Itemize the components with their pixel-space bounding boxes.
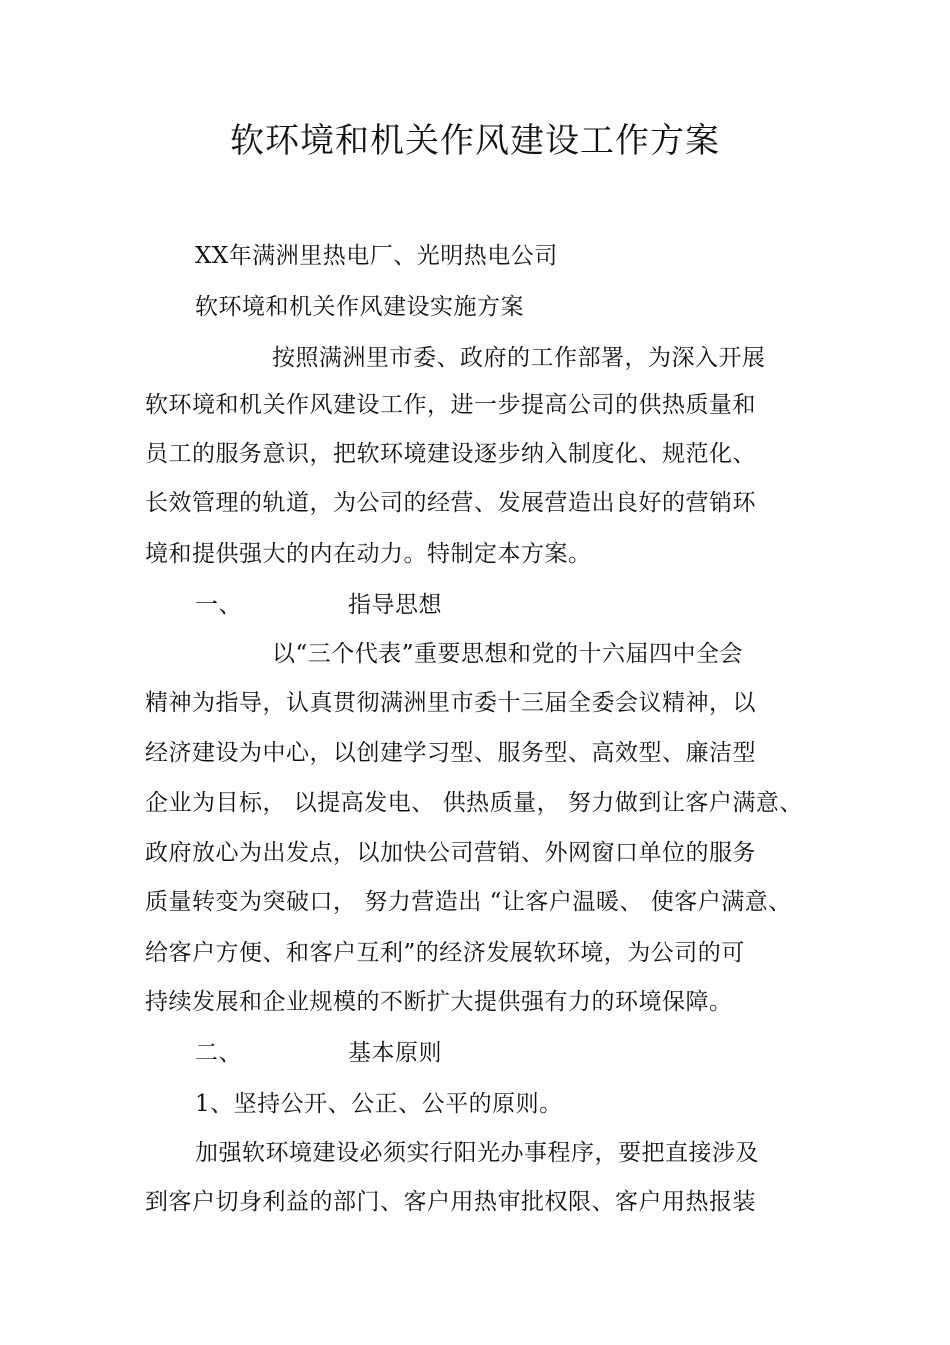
section-1-line-1: 以“三个代表”重要思想和党的十六届四中全会 [272,641,744,667]
section-1-number: 一、 [195,592,242,618]
intro-line-5: 境和提供强大的内在动力。特制定本方案。 [145,541,592,567]
section-1-line-3: 经济建设为中心，以创建学习型、服务型、高效型、廉洁型 [145,740,756,766]
document-title: 软环境和机关作风建设工作方案 [230,121,720,161]
section-1-line-5: 政府放心为出发点，以加快公司营销、外网窗口单位的服务 [145,840,756,866]
section-1-line-6: 质量转变为突破口， 努力营造出 “让客户温暖、 使客户满意、 [145,889,792,915]
section-1-line-2: 精神为指导，认真贯彻满洲里市委十三届全委会议精神，以 [145,690,756,716]
section-2-number: 二、 [195,1040,242,1066]
section-1-line-7: 给客户方便、和客户互利”的经济发展软环境，为公司的可 [145,940,745,966]
intro-line-1: 按照满洲里市委、政府的工作部署，为深入开展 [272,345,766,371]
section-1-line-4: 企业为目标， 以提高发电、 供热质量， 努力做到让客户满意、 [145,790,803,816]
intro-line-4: 长效管理的轨道，为公司的经营、发展营造出良好的营销环 [145,490,756,516]
section-2-line-2: 到客户切身利益的部门、客户用热审批权限、客户用热报装 [145,1189,756,1215]
section-2-item-1: 1、坚持公开、公正、公平的原则。 [195,1091,563,1117]
intro-line-2: 软环境和机关作风建设工作，进一步提高公司的供热质量和 [145,392,756,418]
section-1-heading: 指导思想 [348,592,442,618]
document-subtitle: 软环境和机关作风建设实施方案 [195,294,524,320]
company-line: XX年满洲里热电厂、光明热电公司 [195,243,558,269]
section-1-line-8: 持续发展和企业规模的不断扩大提供强有力的环境保障。 [145,989,733,1015]
intro-line-3: 员工的服务意识，把软环境建设逐步纳入制度化、规范化、 [145,441,756,467]
section-2-heading: 基本原则 [348,1040,442,1066]
section-2-line-1: 加强软环境建设必须实行阳光办事程序，要把直接涉及 [195,1140,759,1166]
